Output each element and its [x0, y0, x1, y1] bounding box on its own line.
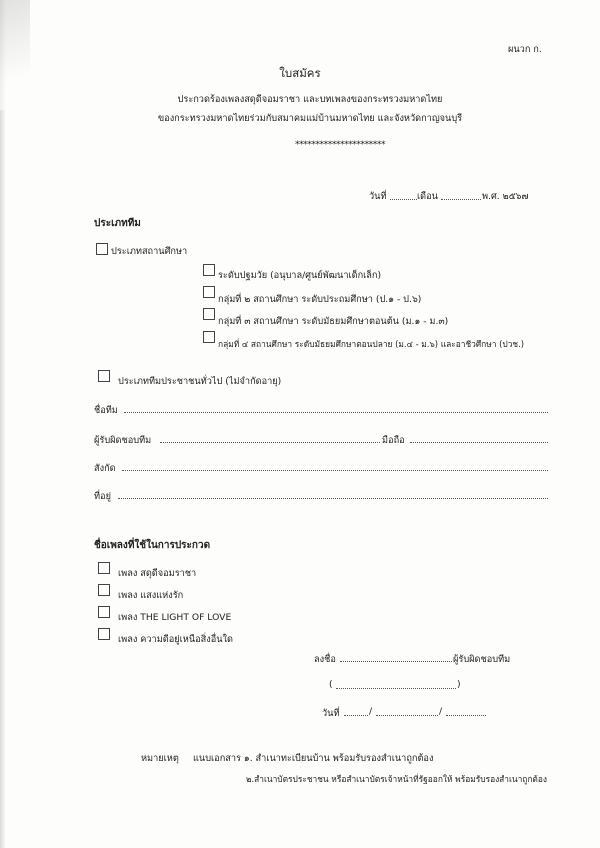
affiliation-label: สังกัด [94, 463, 116, 474]
song-checkbox-2[interactable] [98, 584, 110, 596]
annex-label: ผนวก ก. [508, 44, 542, 55]
sign-date-slash-1: / [369, 706, 373, 717]
team-type-heading: ประเภททีม [94, 218, 141, 229]
song-label-4: เพลง ความดีอยู่เหนือสิ่งอื่นใด [118, 634, 233, 645]
date-year-label: พ.ศ. ๒๕๖๗ [482, 191, 529, 202]
notes-line2: ๒.สำเนาบัตรประชาชน หรือสำเนาบัตรเจ้าหน้าที่รัฐออกให้ พร้อมรับรองสำเนาถูกต้อง [246, 774, 547, 784]
sign-date-year-field[interactable] [446, 715, 486, 716]
school-type-checkbox[interactable] [96, 243, 108, 255]
school-type-label: ประเภทสถานศึกษา [111, 246, 188, 257]
song-checkbox-3[interactable] [98, 606, 110, 618]
songs-heading: ชื่อเพลงที่ใช้ในการประกวด [94, 540, 211, 551]
sign-date-month-field[interactable] [376, 715, 438, 716]
responsible-label: ผู้รับผิดชอบทีม [94, 435, 152, 446]
level-label-1: ระดับปฐมวัย (อนุบาล/ศูนย์พัฒนาเด็กเล็ก) [218, 270, 382, 281]
song-label-3: เพลง THE LIGHT OF LOVE [118, 612, 232, 623]
level-label-3: กลุ่มที่ ๓ สถานศึกษา ระดับมัธยมศึกษาตอนต้น (ม.๑ - ม.๓) [218, 316, 449, 327]
sign-role-label: ผู้รับผิดชอบทีม [453, 654, 511, 665]
notes-label: หมายเหตุ [141, 753, 179, 764]
form-title: ใบสมัคร [279, 66, 321, 80]
address-field[interactable] [118, 498, 548, 499]
song-checkbox-1[interactable] [98, 562, 110, 574]
sign-date-label: วันที่ [322, 708, 340, 719]
mobile-field[interactable] [410, 442, 548, 443]
team-name-field[interactable] [124, 412, 548, 413]
responsible-field[interactable] [160, 442, 380, 443]
scan-fold-shadow [0, 0, 30, 110]
song-label-1: เพลง สดุดีจอมราชา [118, 568, 197, 579]
song-label-2: เพลง แสงแห่งรัก [118, 590, 184, 601]
mobile-label: มือถือ [382, 435, 405, 446]
affiliation-field[interactable] [122, 470, 548, 471]
level-checkbox-3[interactable] [203, 308, 215, 320]
level-checkbox-1[interactable] [203, 264, 215, 276]
song-checkbox-4[interactable] [98, 628, 110, 640]
notes-line1: แนบเอกสาร ๑. สำเนาทะเบียนบ้าน พร้อมรับรองสำเนาถูกต้อง [193, 753, 434, 764]
level-label-2: กลุ่มที่ ๒ สถานศึกษา ระดับประถมศึกษา (ป.๑ - ป.๖) [218, 294, 422, 305]
scan-edge-shadow [0, 0, 6, 848]
sign-date-day-field[interactable] [344, 715, 368, 716]
signature-field[interactable] [340, 661, 452, 662]
subtitle-line1: ประกวดร้องเพลงสดุดีจอมราชา และบทเพลงของกระทรวงมหาดไทย [177, 94, 443, 105]
level-checkbox-2[interactable] [203, 286, 215, 298]
date-day-field[interactable] [390, 199, 417, 200]
paren-open: ( [329, 679, 333, 690]
date-month-label: เดือน [417, 191, 438, 202]
printed-name-field[interactable] [336, 688, 456, 689]
date-day-label: วันที่ [369, 191, 387, 202]
level-label-4: กลุ่มที่ ๔ สถานศึกษา ระดับมัธยมศึกษาตอนปลาย (ม.๔ - ม.๖) และอาชีวศึกษา (ปวช.) [218, 339, 525, 349]
public-type-label: ประเภททีมประชาชนทั่วไป (ไม่จำกัดอายุ) [118, 376, 282, 387]
team-name-label: ชื่อทีม [94, 405, 118, 416]
sign-label: ลงชื่อ [314, 654, 336, 665]
sign-date-slash-2: / [439, 706, 443, 717]
star-divider: ********************** [294, 139, 386, 150]
subtitle-line2: ของกระทรวงมหาดไทยร่วมกับสมาคมแม่บ้านมหาดไทย และจังหวัดกาญจนบุรี [157, 113, 463, 124]
public-type-checkbox[interactable] [98, 370, 110, 382]
level-checkbox-4[interactable] [203, 331, 215, 343]
address-label: ที่อยู่ [94, 491, 111, 502]
paren-close: ) [457, 679, 461, 690]
date-month-field[interactable] [441, 199, 481, 200]
